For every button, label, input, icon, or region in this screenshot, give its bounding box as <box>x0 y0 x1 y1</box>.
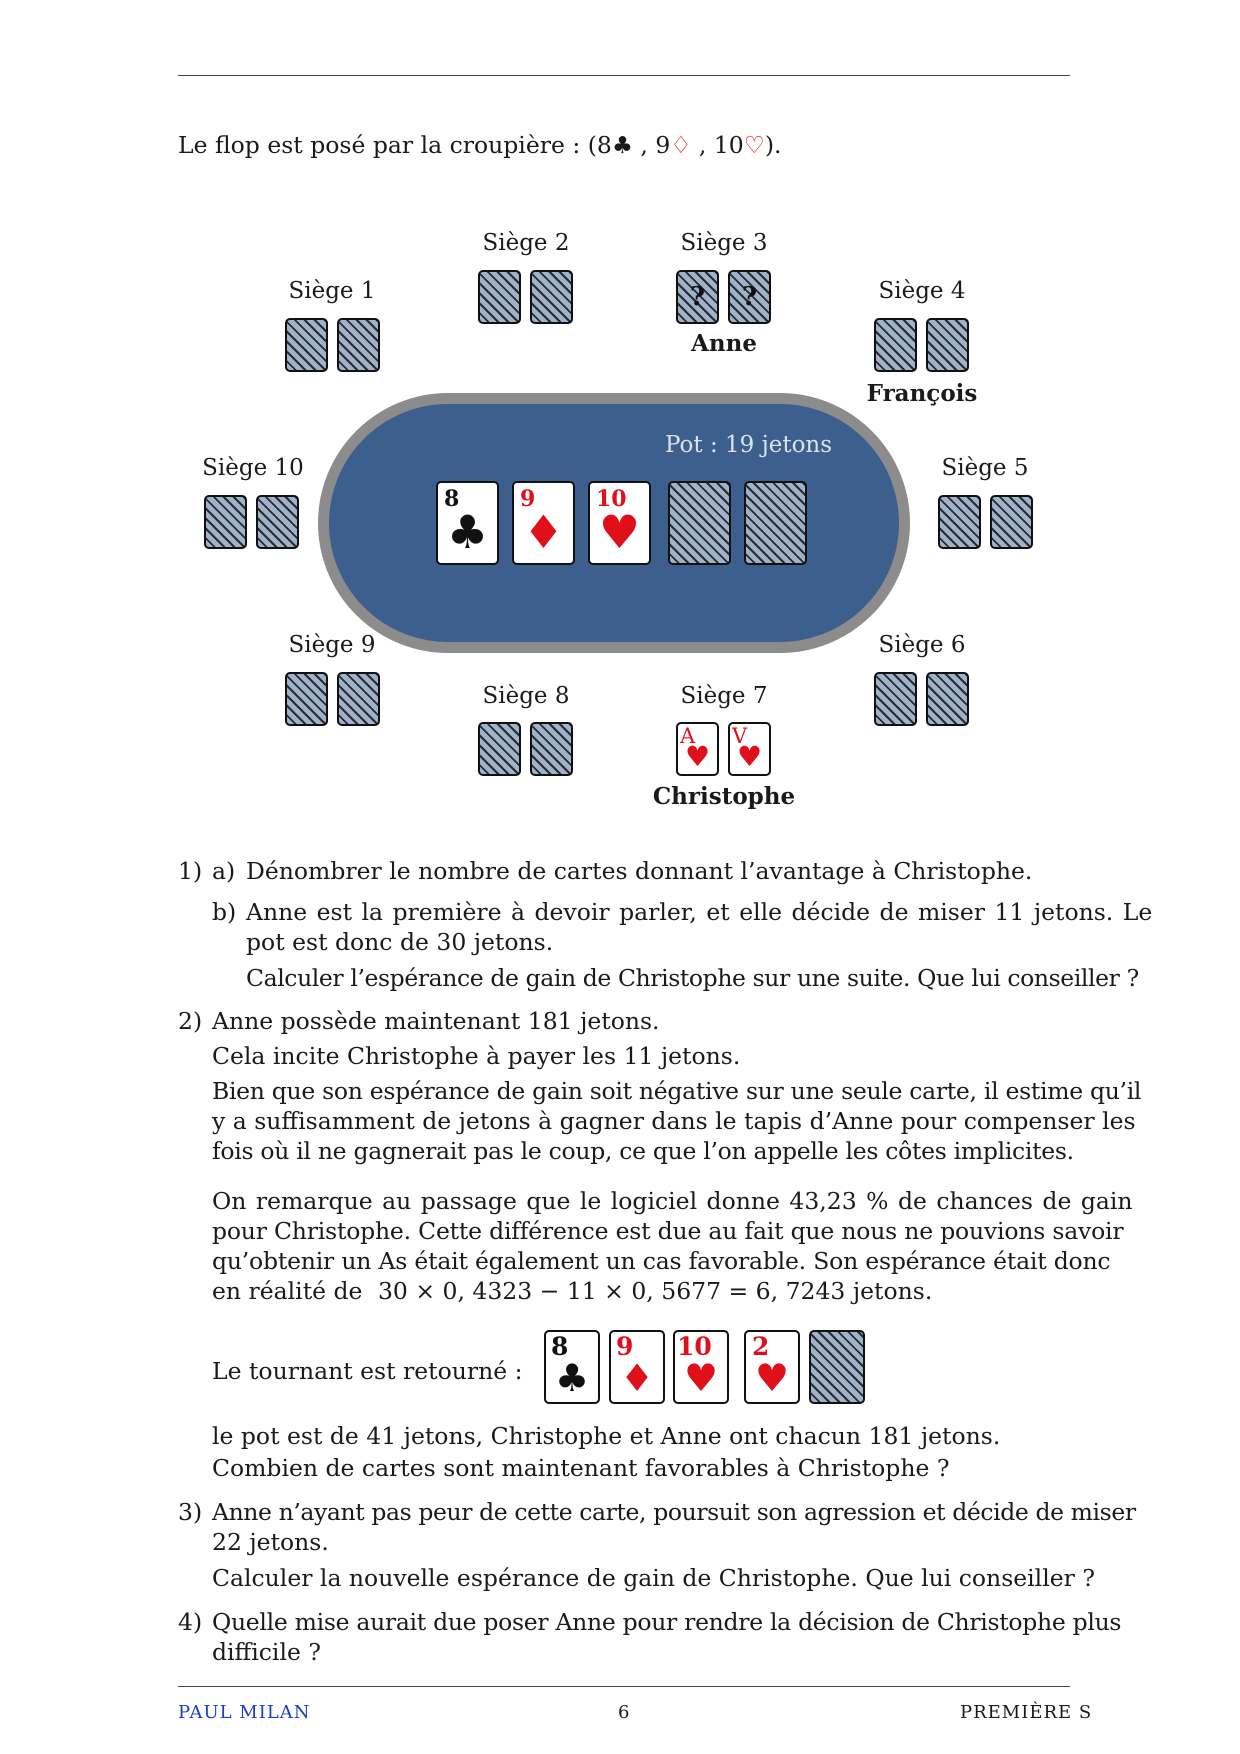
seat-label-5: Siège 5 <box>941 455 1029 481</box>
card-rank: 8 <box>444 486 460 512</box>
club-icon: ♣ <box>554 1356 590 1400</box>
turn-card-2 <box>609 1330 665 1404</box>
card-back <box>285 318 328 372</box>
card-back <box>874 318 917 372</box>
card-back <box>478 270 521 324</box>
card-back <box>256 495 299 549</box>
q2-line2: Cela incite Christophe à payer les 11 jetons. <box>212 1042 741 1070</box>
card-back <box>926 318 969 372</box>
heart-icon: ♥ <box>598 505 641 559</box>
card-back <box>337 672 380 726</box>
q4-l2: difficile ? <box>212 1638 321 1666</box>
player-name-francois: François <box>866 380 978 407</box>
seat-label-4: Siège 4 <box>878 278 966 304</box>
card-back <box>285 672 328 726</box>
q2-p2-l4-unit: jetons. <box>852 1277 933 1305</box>
board-card-back <box>744 481 807 565</box>
q3-l3: Calculer la nouvelle espérance de gain de Christophe. Que lui conseiller ? <box>212 1564 1095 1592</box>
christophe-card-2 <box>728 722 771 776</box>
card-rank: A <box>680 724 696 748</box>
board-card-1 <box>436 481 499 565</box>
diamond-icon: ♢ <box>670 131 692 159</box>
card-back <box>337 318 380 372</box>
diamond-icon: ♦ <box>522 505 565 559</box>
card-rank: 10 <box>677 1332 712 1361</box>
turn-label: Le tournant est retourné : <box>212 1357 523 1385</box>
seat-label-3: Siège 3 <box>680 230 768 256</box>
card-back-unknown: ? <box>728 270 771 324</box>
seat-label-1: Siège 1 <box>288 278 376 304</box>
footer-level: PREMIÈRE S <box>960 1702 1093 1723</box>
heart-icon: ♥ <box>683 1356 719 1400</box>
player-name-anne: Anne <box>691 330 757 357</box>
q2-p2-l3: qu’obtenir un As était également un cas favorable. Son espérance était donc <box>212 1247 1111 1275</box>
card-back <box>204 495 247 549</box>
heart-icon: ♥ <box>736 740 763 773</box>
diamond-icon: ♦ <box>619 1356 655 1400</box>
club-icon: ♣ <box>611 131 633 159</box>
card-rank: 8 <box>551 1332 569 1361</box>
christophe-card-1 <box>676 722 719 776</box>
seat-label-6: Siège 6 <box>878 632 966 658</box>
board-card-3 <box>588 481 651 565</box>
heart-icon: ♥ <box>754 1356 790 1400</box>
club-icon: ♣ <box>446 505 489 559</box>
seat-label-7: Siège 7 <box>680 683 768 709</box>
q2-p2-l4 <box>212 1276 932 1306</box>
q1b-line3: Calculer l’espérance de gain de Christophe sur une suite. Que lui conseiller ? <box>246 964 1139 992</box>
q4-l1: Quelle mise aurait due poser Anne pour rendre la décision de Christophe plus <box>212 1608 1122 1636</box>
q2-p3-l1: le pot est de 41 jetons, Christophe et Anne ont chacun 181 jetons. <box>212 1422 1001 1450</box>
pot-label: Pot : 19 jetons <box>665 432 833 458</box>
card-rank: 2 <box>752 1332 770 1361</box>
q3-l1: Anne n’ayant pas peur de cette carte, poursuit son agression et décide de miser <box>212 1498 1136 1526</box>
q2-p1-l2: y a suffisamment de jetons à gagner dans le tapis d’Anne pour compenser les <box>212 1107 1136 1135</box>
card-back <box>926 672 969 726</box>
card-rank: 9 <box>616 1332 634 1361</box>
expectation-formula: 30 × 0, 4323 − 11 × 0, 5677 = 6, 7243 <box>377 1277 846 1305</box>
card-rank: 9 <box>520 486 536 512</box>
q4-number: 4) <box>178 1608 203 1636</box>
q2-p2-l4-text: en réalité de <box>212 1277 363 1305</box>
q1-number: 1) <box>178 857 203 885</box>
turn-card-4 <box>744 1330 800 1404</box>
q1a-text: Dénombrer le nombre de cartes donnant l’avantage à Christophe. <box>246 857 1033 885</box>
q2-p3-l2: Combien de cartes sont maintenant favorables à Christophe ? <box>212 1454 950 1482</box>
q2-line1: Anne possède maintenant 181 jetons. <box>212 1007 660 1035</box>
q2-p1-l3: fois où il ne gagnerait pas le coup, ce que l’on appelle les côtes implicites. <box>212 1137 1074 1165</box>
card-back <box>530 270 573 324</box>
card-rank: 10 <box>596 486 627 512</box>
footer-rule <box>178 1686 1070 1687</box>
board-card-2 <box>512 481 575 565</box>
card-back <box>938 495 981 549</box>
footer-page-number: 6 <box>618 1702 631 1723</box>
seat-label-8: Siège 8 <box>482 683 570 709</box>
q2-number: 2) <box>178 1007 203 1035</box>
turn-card-1 <box>544 1330 600 1404</box>
seat-label-2: Siège 2 <box>482 230 570 256</box>
card-back <box>990 495 1033 549</box>
q1b-line2: pot est donc de 30 jetons. <box>246 928 554 956</box>
card-back-unknown: ? <box>676 270 719 324</box>
q1b-line1: Anne est la première à devoir parler, et elle décide de miser 11 jetons. Le <box>246 898 1153 926</box>
q2-p2-l1: On remarque au passage que le logiciel donne 43,23 % de chances de gain <box>212 1187 1133 1215</box>
q1a-label: a) <box>212 857 236 885</box>
q3-l2: 22 jetons. <box>212 1528 329 1556</box>
heart-icon: ♥ <box>684 740 711 773</box>
card-back <box>874 672 917 726</box>
turn-card-back <box>809 1330 865 1404</box>
seat-label-9: Siège 9 <box>288 632 376 658</box>
card-back <box>530 722 573 776</box>
player-name-christophe: Christophe <box>652 783 796 810</box>
header-rule <box>178 75 1070 76</box>
q3-number: 3) <box>178 1498 203 1526</box>
heart-icon: ♡ <box>743 131 765 159</box>
seat-label-10: Siège 10 <box>202 455 304 481</box>
q2-p1-l1: Bien que son espérance de gain soit négative sur une seule carte, il estime qu’il <box>212 1077 1142 1105</box>
board-card-back <box>668 481 731 565</box>
q2-p2-l2: pour Christophe. Cette différence est due au fait que nous ne pouvions savoir <box>212 1217 1124 1245</box>
card-rank: V <box>732 724 748 748</box>
card-back <box>478 722 521 776</box>
turn-card-3 <box>673 1330 729 1404</box>
intro-line: Le flop est posé par la croupière : (8♣ , 9♢ , 10♡). <box>178 131 782 159</box>
intro-text: Le flop est posé par la croupière : <box>178 131 581 159</box>
footer-author: PAUL MILAN <box>178 1702 311 1723</box>
q1b-label: b) <box>212 898 237 926</box>
